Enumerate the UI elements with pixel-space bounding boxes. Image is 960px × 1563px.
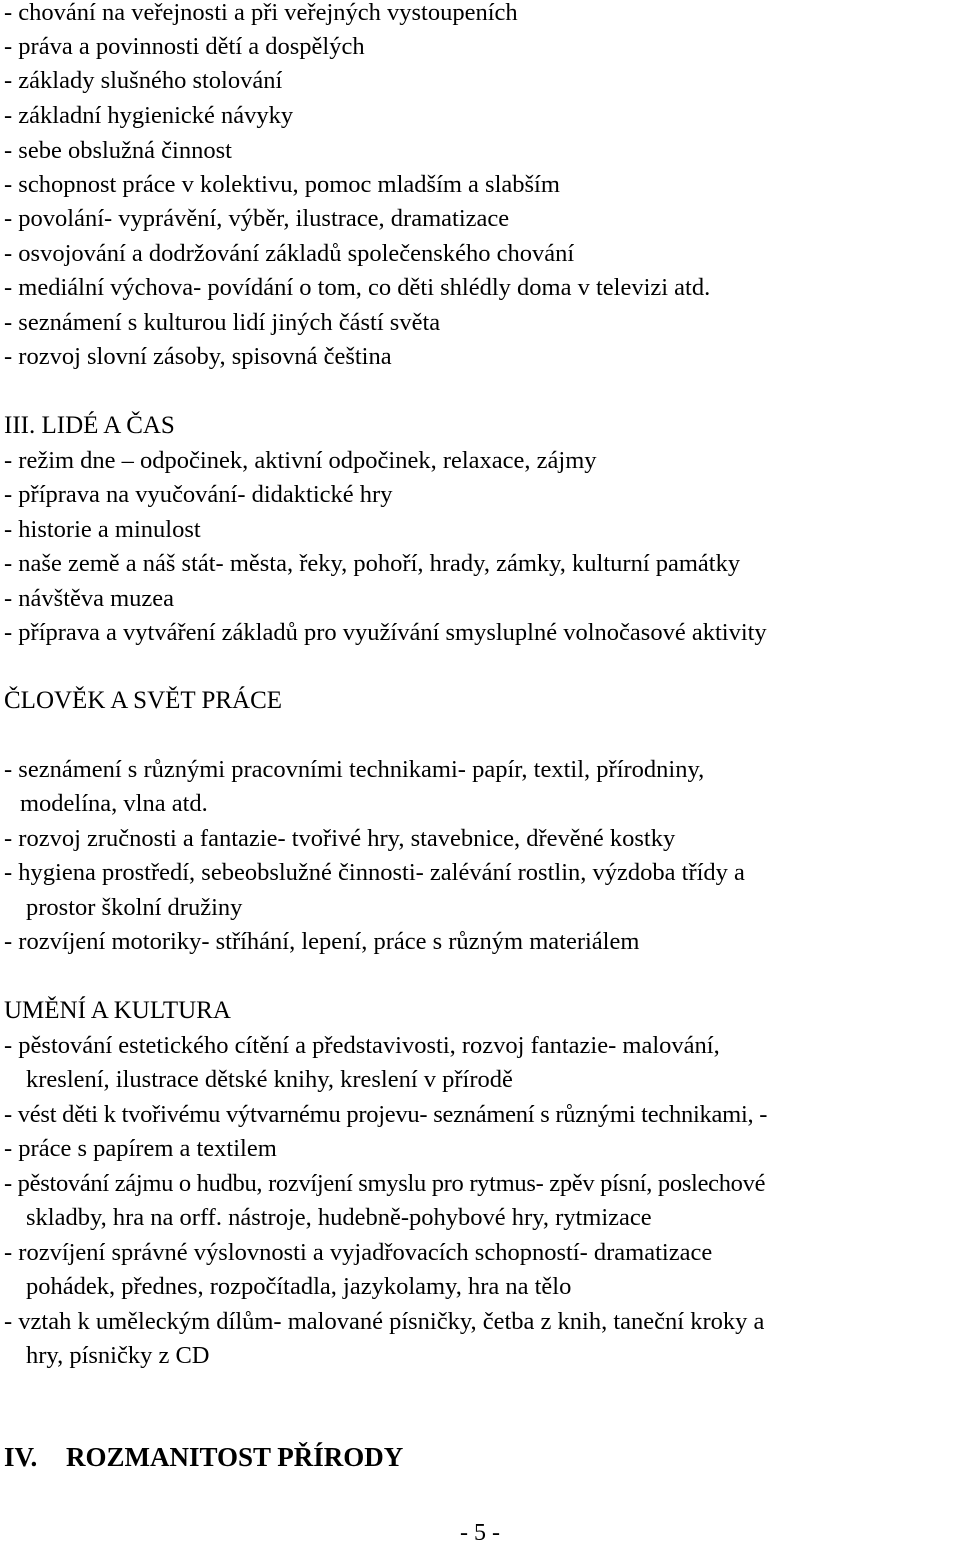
list-item: - seznámení s kulturou lidí jiných částí světa [4,309,441,336]
list-item: - naše země a náš stát- města, řeky, pohoří, hrady, zámky, kulturní památky [4,550,741,577]
section-heading-umeni-a-kultura: UMĚNÍ A KULTURA [4,997,231,1024]
section-number: IV. [4,1442,38,1472]
list-item-continuation: prostor školní družiny [26,894,243,921]
list-item: - mediální výchova- povídání o tom, co děti shlédly doma v televizi atd. [4,274,711,301]
list-item: - osvojování a dodržování základů společenského chování [4,240,575,267]
list-item: - práce s papírem a textilem [4,1135,277,1162]
list-item: - režim dne – odpočinek, aktivní odpočinek, relaxace, zájmy [4,447,597,474]
list-item: - povolání- vyprávění, výběr, ilustrace, dramatizace [4,205,510,232]
list-item: - rozvoj zručnosti a fantazie- tvořivé hry, stavebnice, dřevěné kostky [4,825,676,852]
list-item: - příprava a vytváření základů pro využívání smysluplné volnočasové aktivity [4,619,767,646]
list-item-continuation: pohádek, přednes, rozpočítadla, jazykolamy, hra na tělo [26,1273,572,1300]
list-item: - vést děti k tvořivému výtvarnému projevu- seznámení s různými technikami, - [4,1101,768,1128]
list-item: - práva a povinnosti dětí a dospělých [4,33,365,60]
list-item: - základní hygienické návyky [4,102,294,129]
list-item: - základy slušného stolování [4,67,283,94]
list-item: - hygiena prostředí, sebeobslužné činnosti- zalévání rostlin, výzdoba třídy a [4,859,745,886]
list-item-continuation: modelína, vlna atd. [20,790,208,817]
list-item: - rozvoj slovní zásoby, spisovná čeština [4,343,392,370]
list-item-continuation: kreslení, ilustrace dětské knihy, kreslení v přírodě [26,1066,513,1093]
list-item: - seznámení s různými pracovními technikami- papír, textil, přírodniny, [4,756,705,783]
list-item-continuation: hry, písničky z CD [26,1342,210,1369]
section-heading-rozmanitost-prirody [4,1440,403,1474]
list-item: - pěstování zájmu o hudbu, rozvíjení smyslu pro rytmus- zpěv písní, poslechové [4,1170,766,1197]
list-item: - schopnost práce v kolektivu, pomoc mladším a slabším [4,171,560,198]
page-number: - 5 - [460,1520,500,1546]
list-item: - pěstování estetického cítění a představivosti, rozvoj fantazie- malování, [4,1032,720,1059]
list-item: - historie a minulost [4,516,201,543]
list-item: - chování na veřejnosti a při veřejných vystoupeních [4,0,518,26]
section-heading-lide-a-cas: III. LIDÉ A ČAS [4,412,175,439]
section-title: ROZMANITOST PŘÍRODY [66,1442,404,1472]
list-item: - příprava na vyučování- didaktické hry [4,481,393,508]
list-item-continuation: skladby, hra na orff. nástroje, hudebně-pohybové hry, rytmizace [26,1204,652,1231]
list-item: - návštěva muzea [4,585,175,612]
list-item: - sebe obslužná činnost [4,137,232,164]
list-item: - vztah k uměleckým dílům- malované písničky, četba z knih, taneční kroky a [4,1308,765,1335]
list-item: - rozvíjení motoriky- stříhání, lepení, práce s různým materiálem [4,928,640,955]
section-heading-clovek-a-svet-prace: ČLOVĚK A SVĚT PRÁCE [4,687,283,714]
list-item: - rozvíjení správné výslovnosti a vyjadřovacích schopností- dramatizace [4,1239,713,1266]
